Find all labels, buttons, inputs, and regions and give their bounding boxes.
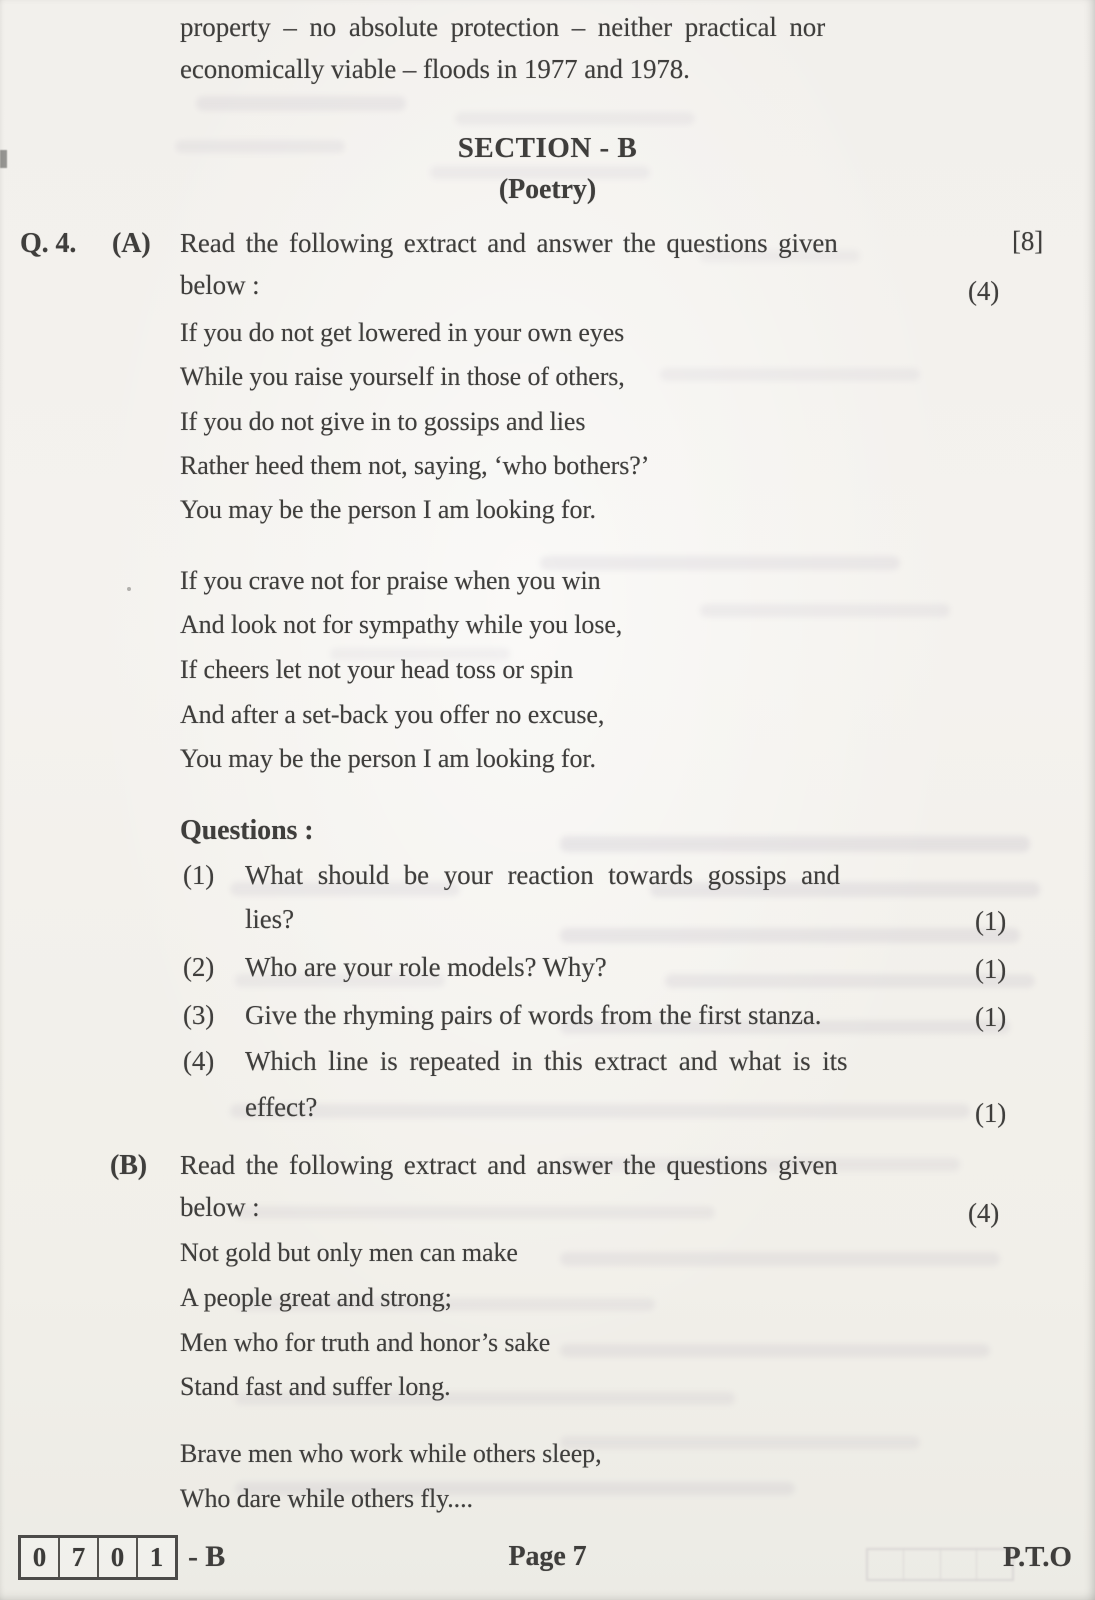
sub-question-number: (3) xyxy=(183,1000,215,1030)
ghost-text-artifact xyxy=(560,836,1030,852)
paper-code-digit: 0 xyxy=(99,1538,138,1577)
sub-question-text: Give the rhyming pairs of words from the first stanza. xyxy=(245,1000,822,1030)
part-a-instruction: Read the following extract and answer the questions given xyxy=(180,228,838,258)
ghost-text-artifact xyxy=(230,1104,970,1118)
sub-question-marks: (1) xyxy=(975,1098,1007,1128)
poem-line: You may be the person I am looking for. xyxy=(180,744,596,773)
page-number-label: Page 7 xyxy=(508,1541,587,1572)
scan-speck xyxy=(127,587,131,591)
part-b-instruction-cont: below : xyxy=(180,1192,260,1222)
ghost-text-artifact xyxy=(560,928,1020,943)
sub-question-marks: (1) xyxy=(975,906,1007,936)
part-b-label: (B) xyxy=(110,1150,148,1181)
sub-question-text-cont: effect? xyxy=(245,1092,318,1122)
part-a-instruction-cont: below : xyxy=(180,270,260,300)
poem-line: Not gold but only men can make xyxy=(180,1238,518,1267)
ghost-text-artifact xyxy=(560,1252,1000,1266)
q4-total-marks: [8] xyxy=(1012,226,1044,256)
sub-question-marks: (1) xyxy=(975,1002,1007,1032)
ghost-code-box-artifact xyxy=(866,1548,1014,1581)
ghost-text-artifact xyxy=(560,1344,990,1357)
sub-question-number: (4) xyxy=(183,1046,215,1076)
part-b-instruction: Read the following extract and answer the questions given xyxy=(180,1150,838,1180)
ghost-text-artifact xyxy=(455,112,695,125)
ghost-text-artifact xyxy=(560,1436,920,1449)
sub-question-number: (1) xyxy=(183,860,215,890)
paper-code-digit: 0 xyxy=(21,1538,60,1577)
poem-line: A people great and strong; xyxy=(180,1283,452,1312)
part-a-label: (A) xyxy=(112,228,151,259)
sub-question-text: What should be your reaction towards gossips and xyxy=(245,860,840,890)
poem-line: Stand fast and suffer long. xyxy=(180,1372,451,1401)
poem-line: Brave men who work while others sleep, xyxy=(180,1439,602,1468)
poem-line: Men who for truth and honor’s sake xyxy=(180,1328,551,1357)
paper-code-digit: 1 xyxy=(149,1542,164,1572)
sub-question-text-cont: lies? xyxy=(245,904,294,934)
poem-line: Rather heed them not, saying, ‘who bothers?’ xyxy=(180,451,650,480)
sub-question-text: Who are your role models? Why? xyxy=(245,952,607,982)
section-title: SECTION - B xyxy=(457,132,638,164)
ghost-text-artifact xyxy=(196,96,406,111)
sub-question-text: Which line is repeated in this extract and what is its xyxy=(245,1046,848,1076)
carryover-line-1: property – no absolute protection – neither practical nor xyxy=(180,12,826,42)
sub-question-marks: (1) xyxy=(975,954,1007,984)
poem-line: If cheers let not your head toss or spin xyxy=(180,655,574,684)
poem-line: Who dare while others fly.... xyxy=(180,1484,473,1513)
part-a-marks: (4) xyxy=(968,276,1000,306)
ghost-text-artifact xyxy=(700,604,950,617)
sub-question-number: (2) xyxy=(183,952,215,982)
questions-heading: Questions : xyxy=(180,815,314,846)
poem-line: If you crave not for praise when you win xyxy=(180,566,601,595)
poem-line: If you do not give in to gossips and lies xyxy=(180,407,586,436)
ghost-text-artifact xyxy=(235,1206,715,1219)
question-number: Q. 4. xyxy=(20,228,77,259)
ghost-text-artifact xyxy=(660,368,920,381)
poem-line: And look not for sympathy while you lose, xyxy=(180,610,623,639)
carryover-line-2: economically viable – floods in 1977 and 1978. xyxy=(180,54,690,84)
paper-code-digit: 7 xyxy=(60,1538,99,1577)
paper-code-suffix: - B xyxy=(188,1540,226,1573)
part-b-marks: (4) xyxy=(968,1198,1000,1228)
poem-line: You may be the person I am looking for. xyxy=(180,495,596,524)
poem-line: While you raise yourself in those of others, xyxy=(180,362,625,391)
pto-label: P.T.O xyxy=(1003,1541,1072,1573)
poem-line: And after a set-back you offer no excuse, xyxy=(180,700,605,729)
poem-line: If you do not get lowered in your own eyes xyxy=(180,318,625,347)
section-subtitle: (Poetry) xyxy=(498,174,597,205)
